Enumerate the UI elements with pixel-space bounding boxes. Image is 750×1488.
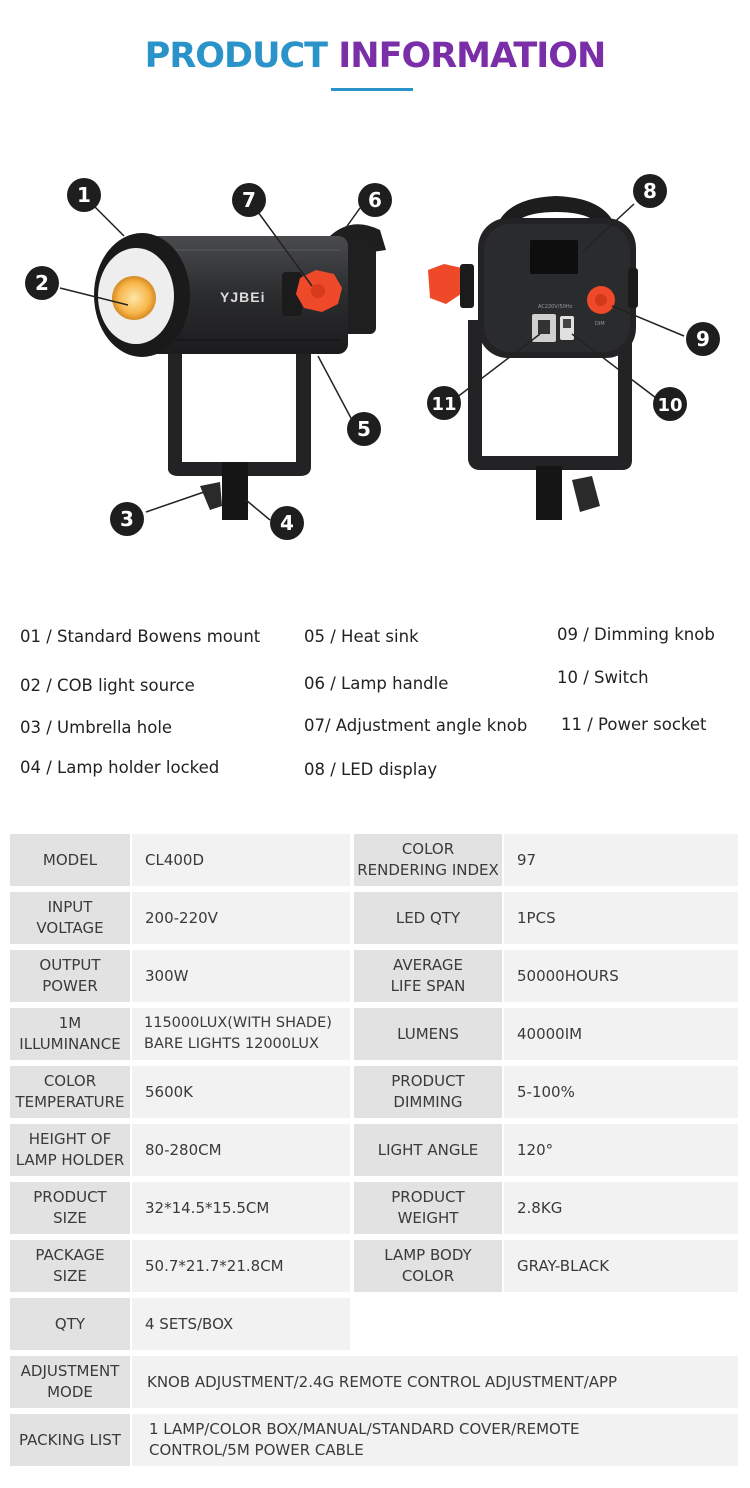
spec-value-led-qty: 1PCS — [504, 892, 738, 944]
spec-label-led-qty: LED QTY — [354, 892, 502, 944]
spec-value-body-color: GRAY-BLACK — [504, 1240, 738, 1292]
spec-label-illuminance: 1M ILLUMINANCE — [10, 1008, 130, 1060]
callout-9: 9 — [696, 327, 710, 351]
spec-value-color-temperature: 5600K — [132, 1066, 350, 1118]
cob-light-source — [112, 276, 156, 320]
callout-1: 1 — [77, 183, 91, 207]
spec-label-light-angle: LIGHT ANGLE — [354, 1124, 502, 1176]
legend-item-04: 04 / Lamp holder locked — [20, 758, 220, 777]
legend-item-02: 02 / COB light source — [20, 676, 195, 695]
led-display — [530, 240, 578, 274]
page-title — [0, 36, 750, 76]
spec-value-product-size: 32*14.5*15.5CM — [132, 1182, 350, 1234]
spec-label-package-size: PACKAGE SIZE — [10, 1240, 130, 1292]
title-word-2: INFORMATION — [338, 36, 606, 76]
spec-value-cri: 97 — [504, 834, 738, 886]
spec-value-life-span: 50000HOURS — [504, 950, 738, 1002]
callout-3: 3 — [120, 507, 134, 531]
callout-5: 5 — [357, 417, 371, 441]
spec-value-dimming: 5-100% — [504, 1066, 738, 1118]
callout-2: 2 — [35, 271, 49, 295]
rear-power-label: AC220V/50Hz — [538, 304, 573, 310]
spec-value-packing-list: 1 LAMP/COLOR BOX/MANUAL/STANDARD COVER/REMOTE CONTROL/5M POWER CABLE — [132, 1414, 738, 1466]
spec-label-holder-height: HEIGHT OF LAMP HOLDER — [10, 1124, 130, 1176]
spec-label-adjustment-mode: ADJUSTMENT MODE — [10, 1356, 130, 1408]
title-word-1: PRODUCT — [144, 36, 328, 76]
spec-value-package-size: 50.7*21.7*21.8CM — [132, 1240, 350, 1292]
callout-8: 8 — [643, 179, 657, 203]
spec-label-qty: QTY — [10, 1298, 130, 1350]
spec-value-product-weight: 2.8KG — [504, 1182, 738, 1234]
spec-label-packing-list: PACKING LIST — [10, 1414, 130, 1466]
spec-label-color-temperature: COLOR TEMPERATURE — [10, 1066, 130, 1118]
product-illustration — [0, 160, 750, 560]
spec-label-cri: COLOR RENDERING INDEX — [354, 834, 502, 886]
spec-label-product-size: PRODUCT SIZE — [10, 1182, 130, 1234]
legend-item-08: 08 / LED display — [304, 760, 438, 779]
spec-label-dimming: PRODUCT DIMMING — [354, 1066, 502, 1118]
spec-label-lumens: LUMENS — [354, 1008, 502, 1060]
spec-label-input-voltage: INPUT VOLTAGE — [10, 892, 130, 944]
callout-4: 4 — [280, 511, 294, 535]
spec-label-life-span: AVERAGE LIFE SPAN — [354, 950, 502, 1002]
legend-item-07: 07/ Adjustment angle knob — [304, 716, 528, 735]
title-underline — [331, 88, 413, 91]
legend-item-01: 01 / Standard Bowens mount — [20, 627, 261, 646]
callout-10: 10 — [657, 395, 683, 416]
rear-dim-label: DIM — [595, 321, 605, 327]
spec-value-qty: 4 SETS/BOX — [132, 1298, 350, 1350]
callout-11: 11 — [431, 394, 457, 415]
spec-label-body-color: LAMP BODY COLOR — [354, 1240, 502, 1292]
spec-label-output-power: OUTPUT POWER — [10, 950, 130, 1002]
legend-item-06: 06 / Lamp handle — [304, 674, 449, 693]
legend-item-03: 03 / Umbrella hole — [20, 718, 173, 737]
spec-value-lumens: 40000IM — [504, 1008, 738, 1060]
spec-value-light-angle: 120° — [504, 1124, 738, 1176]
legend-item-09: 09 / Dimming knob — [557, 625, 715, 644]
callout-7: 7 — [242, 188, 256, 212]
spec-value-illuminance: 115000LUX(WITH SHADE) BARE LIGHTS 12000LUX — [132, 1008, 350, 1060]
legend-item-05: 05 / Heat sink — [304, 627, 419, 646]
callout-6: 6 — [368, 188, 382, 212]
spec-value-output-power: 300W — [132, 950, 350, 1002]
legend-item-11: 11 / Power socket — [561, 715, 707, 734]
brand-label: YJBEi — [220, 289, 266, 305]
spec-value-adjustment-mode: KNOB ADJUSTMENT/2.4G REMOTE CONTROL ADJUSTMENT/APP — [132, 1356, 738, 1408]
spec-value-input-voltage: 200-220V — [132, 892, 350, 944]
spec-label-model: MODEL — [10, 834, 130, 886]
legend-item-10: 10 / Switch — [557, 668, 649, 687]
rear-view-light — [428, 196, 638, 520]
front-view-light — [94, 224, 386, 520]
spec-label-product-weight: PRODUCT WEIGHT — [354, 1182, 502, 1234]
spec-value-model: CL400D — [132, 834, 350, 886]
spec-value-holder-height: 80-280CM — [132, 1124, 350, 1176]
